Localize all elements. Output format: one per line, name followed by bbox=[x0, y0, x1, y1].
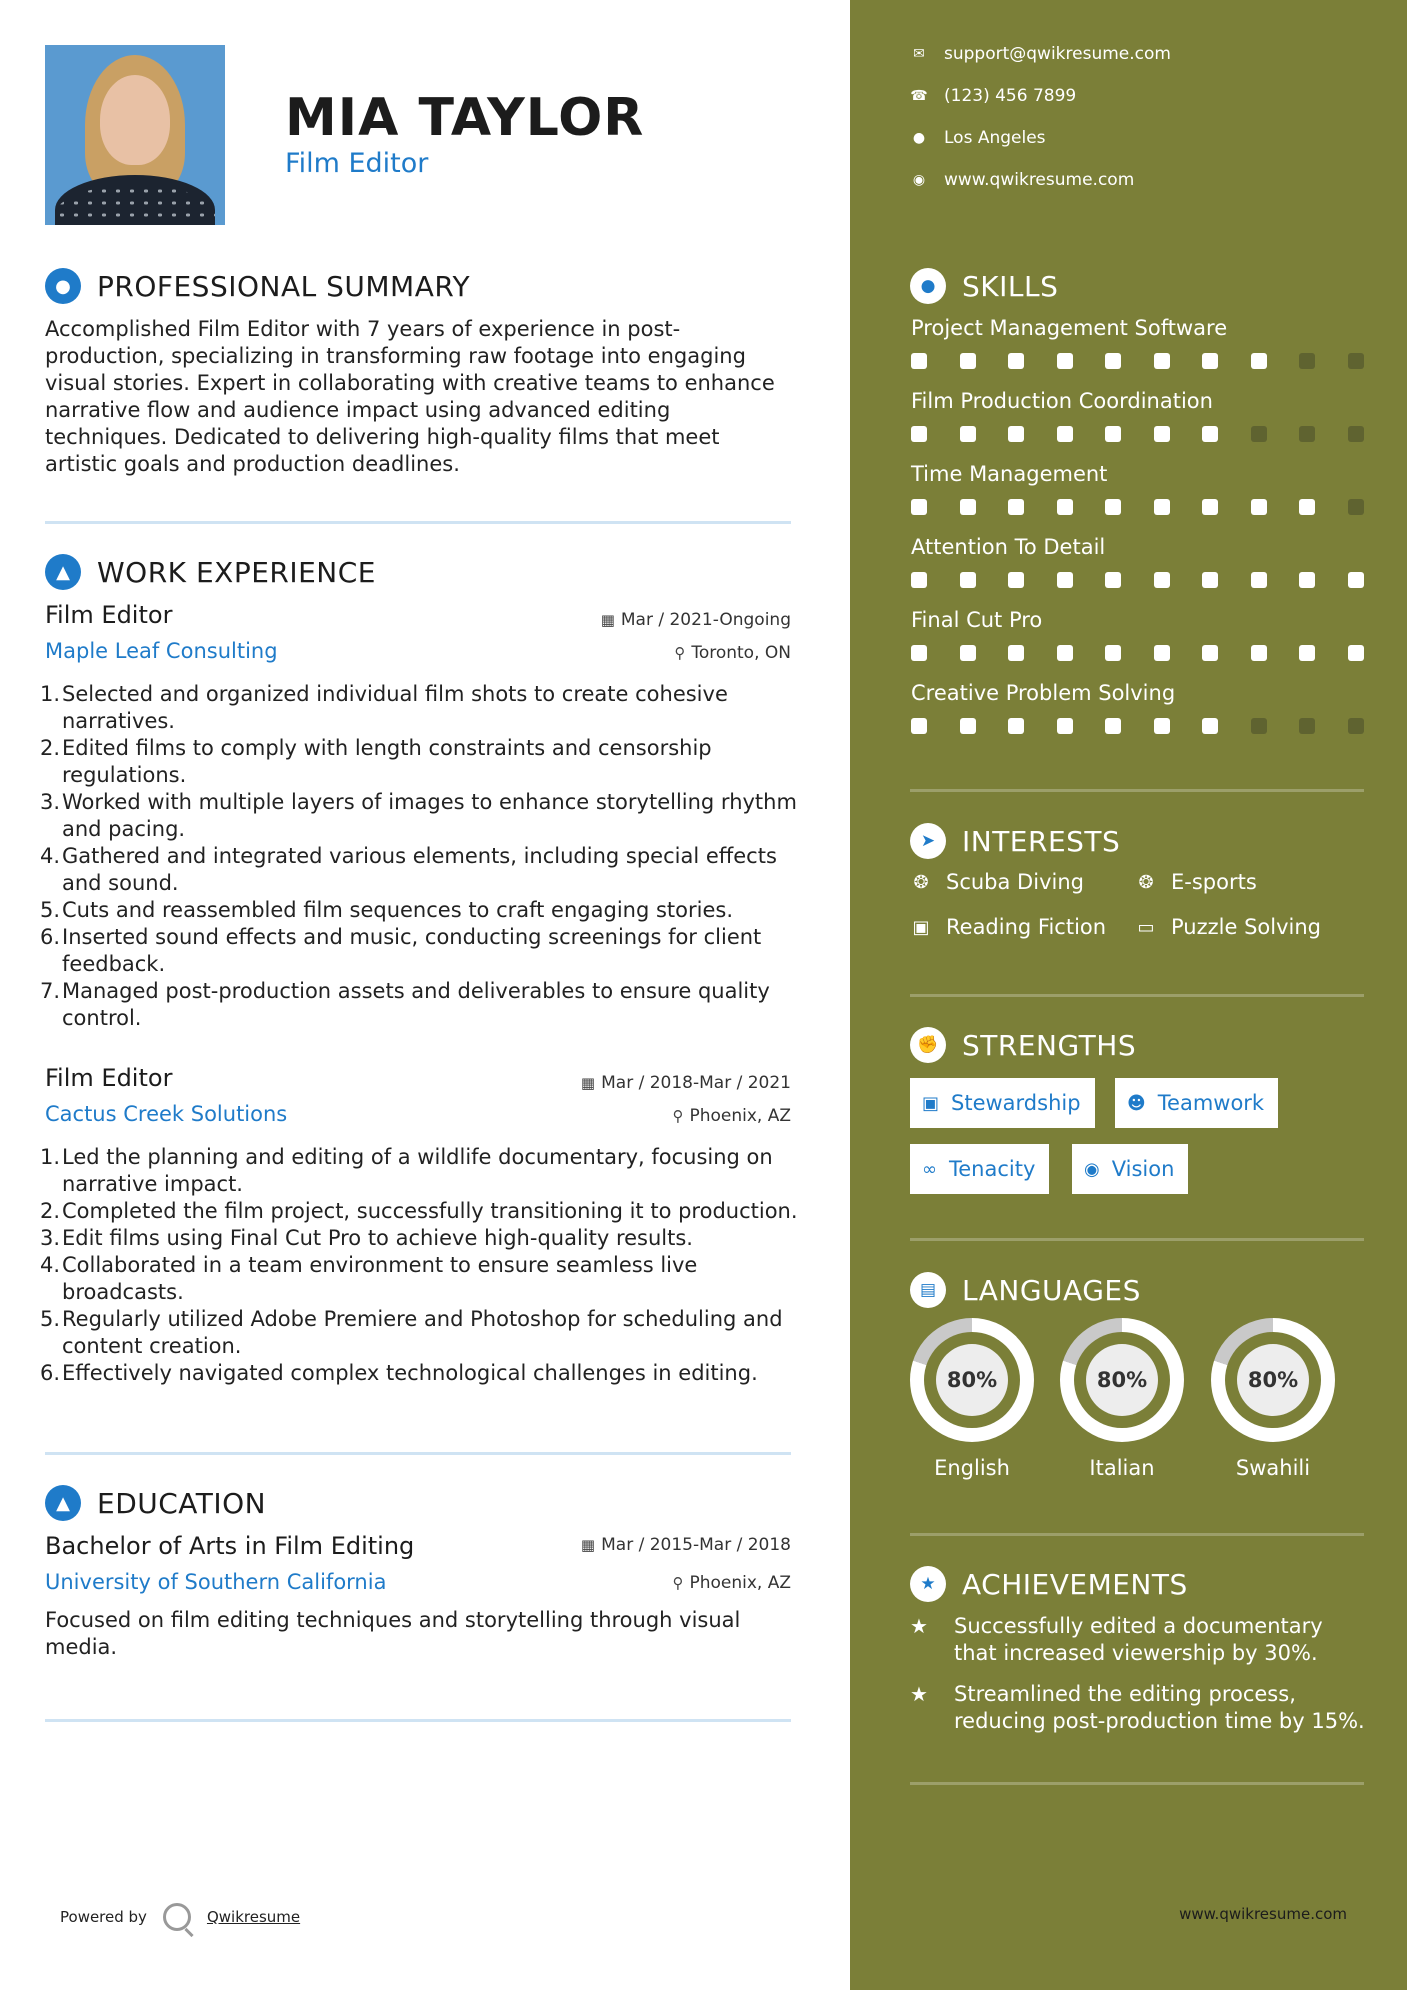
skill-level-dots bbox=[911, 353, 1396, 369]
translate-icon: ▤ bbox=[910, 1272, 946, 1308]
list-item: 4. Gathered and integrated various elements, including special effects and sound. bbox=[40, 844, 777, 895]
skill-dot bbox=[1251, 499, 1267, 515]
skill-level-dots bbox=[911, 426, 1396, 442]
summary-title: PROFESSIONAL SUMMARY bbox=[97, 269, 471, 303]
strength-tag: ◉ Vision bbox=[1072, 1144, 1188, 1194]
skill-dot bbox=[1202, 645, 1218, 661]
achievements-heading: ★ ACHIEVEMENTS bbox=[910, 1566, 1188, 1602]
skill-name: Film Production Coordination bbox=[911, 389, 1213, 413]
envelope-icon: ✉ bbox=[913, 46, 925, 62]
graduation-cap-icon: ▲ bbox=[45, 1485, 81, 1521]
skill-dot bbox=[1154, 645, 1170, 661]
skill-dot bbox=[1348, 718, 1364, 734]
skill-dot bbox=[1251, 645, 1267, 661]
skill-dot bbox=[1154, 426, 1170, 442]
powered-by bbox=[60, 1903, 300, 1931]
skill-dot bbox=[960, 718, 976, 734]
candidate-name: MIA TAYLOR bbox=[285, 88, 645, 148]
divider bbox=[910, 1533, 1364, 1536]
language-gauge bbox=[1211, 1318, 1335, 1442]
skill-name: Creative Problem Solving bbox=[911, 681, 1176, 705]
skill-dot bbox=[911, 645, 927, 661]
skill-dot bbox=[1057, 645, 1073, 661]
education-description: Focused on film editing techniques and storytelling through visual media. bbox=[45, 1608, 741, 1659]
binoculars-icon: ◉ bbox=[1084, 1158, 1100, 1180]
language-name: English bbox=[934, 1456, 1010, 1480]
briefcase-icon: ▣ bbox=[922, 1092, 940, 1114]
skill-dot bbox=[1202, 499, 1218, 515]
divider bbox=[910, 994, 1364, 997]
skill-dot bbox=[1008, 572, 1024, 588]
job-location: ⚲ Phoenix, AZ bbox=[672, 1106, 791, 1126]
list-item: 7. Managed post-production assets and deliverables to ensure quality control. bbox=[40, 979, 770, 1030]
contact-email: ✉ support@qwikresume.com bbox=[910, 44, 1171, 64]
powered-by-label: Powered by bbox=[60, 1908, 147, 1926]
skill-dot bbox=[1105, 572, 1121, 588]
skill-dot bbox=[1348, 572, 1364, 588]
candidate-role: Film Editor bbox=[285, 148, 429, 179]
pin-icon: ⚲ bbox=[672, 1107, 684, 1125]
experience-title: WORK EXPERIENCE bbox=[97, 555, 376, 589]
education-location: ⚲ Phoenix, AZ bbox=[672, 1573, 791, 1593]
skill-name: Final Cut Pro bbox=[911, 608, 1043, 632]
list-item: 3. Edit films using Final Cut Pro to achieve high-quality results. bbox=[40, 1226, 693, 1250]
lifebuoy-icon: ❂ bbox=[1138, 871, 1154, 893]
link-icon: ∞ bbox=[922, 1158, 937, 1180]
skill-dot bbox=[1299, 572, 1315, 588]
job-bullets bbox=[40, 1144, 800, 1387]
list-item: 1. Led the planning and editing of a wildlife documentary, focusing on narrative impact. bbox=[40, 1145, 773, 1196]
education-heading bbox=[45, 1485, 266, 1521]
skill-dot bbox=[1348, 353, 1364, 369]
job-company: Maple Leaf Consulting bbox=[45, 639, 278, 663]
job-title: Film Editor bbox=[45, 601, 173, 629]
skill-level-dots bbox=[911, 572, 1396, 588]
skill-dot bbox=[1057, 499, 1073, 515]
shooting-star-icon: ★ bbox=[910, 1682, 928, 1706]
skill-dot bbox=[1008, 499, 1024, 515]
skill-dot bbox=[1154, 572, 1170, 588]
skill-dot bbox=[1202, 353, 1218, 369]
skill-dot bbox=[1008, 353, 1024, 369]
contact-website: ◉ www.qwikresume.com bbox=[910, 170, 1134, 190]
chair-icon: ▲ bbox=[45, 554, 81, 590]
divider bbox=[45, 1452, 791, 1455]
list-item: 6. Inserted sound effects and music, conducting screenings for client feedback. bbox=[40, 925, 762, 976]
qwikresume-logo-icon bbox=[163, 1903, 191, 1931]
language-name: Italian bbox=[1089, 1456, 1155, 1480]
education-dates: ▦ Mar / 2015-Mar / 2018 bbox=[580, 1535, 791, 1555]
skill-name: Time Management bbox=[911, 462, 1108, 486]
list-item: 5. Cuts and reassembled film sequences to craft engaging stories. bbox=[40, 898, 733, 922]
interest-item: ▣ Reading Fiction bbox=[910, 915, 1106, 939]
interest-item: ❂ Scuba Diving bbox=[910, 870, 1084, 894]
skill-dot bbox=[1202, 718, 1218, 734]
skill-dot bbox=[1008, 718, 1024, 734]
interest-item: ▭ Puzzle Solving bbox=[1135, 915, 1321, 939]
fist-icon: ✊ bbox=[910, 1027, 946, 1063]
language-gauge bbox=[910, 1318, 1034, 1442]
list-item: 2. Edited films to comply with length constraints and censorship regulations. bbox=[40, 736, 712, 787]
experience-heading bbox=[45, 554, 376, 590]
job-location: ⚲ Toronto, ON bbox=[674, 643, 791, 663]
skills-heading: ● SKILLS bbox=[910, 268, 1058, 304]
list-item: 5. Regularly utilized Adobe Premiere and Photoshop for scheduling and content creation. bbox=[40, 1307, 783, 1358]
skill-name: Project Management Software bbox=[911, 316, 1228, 340]
user-icon: ● bbox=[45, 268, 81, 304]
divider bbox=[910, 1238, 1364, 1241]
skill-dot bbox=[1299, 426, 1315, 442]
star-badge-icon: ★ bbox=[910, 1566, 946, 1602]
list-item: 2. Completed the film project, successfully transitioning it to production. bbox=[40, 1199, 798, 1223]
strengths-heading: ✊ STRENGTHS bbox=[910, 1027, 1136, 1063]
divider bbox=[910, 789, 1364, 792]
shooting-star-icon: ★ bbox=[910, 1614, 928, 1638]
job-dates: ▦ Mar / 2021-Ongoing bbox=[600, 610, 791, 630]
language-percent: 80% bbox=[1086, 1344, 1158, 1416]
sidebar bbox=[850, 0, 1407, 1990]
job-title: Film Editor bbox=[45, 1064, 173, 1092]
skill-dot bbox=[1105, 499, 1121, 515]
skill-dot bbox=[1154, 353, 1170, 369]
skill-dot bbox=[1057, 426, 1073, 442]
divider bbox=[45, 521, 791, 524]
calendar-icon: ▦ bbox=[600, 611, 615, 629]
skill-dot bbox=[1202, 572, 1218, 588]
achievement-item: ★ Successfully edited a documentary that increased viewership by 30%. bbox=[910, 1614, 1323, 1665]
skill-dot bbox=[1348, 426, 1364, 442]
skill-dot bbox=[1008, 426, 1024, 442]
skill-dot bbox=[911, 499, 927, 515]
skill-dot bbox=[1105, 426, 1121, 442]
strength-tag: ▣ Stewardship bbox=[910, 1078, 1095, 1128]
users-icon: ☻ bbox=[1127, 1092, 1146, 1114]
list-item: 1. Selected and organized individual film shots to create cohesive narratives. bbox=[40, 682, 728, 733]
language-percent: 80% bbox=[1237, 1344, 1309, 1416]
summary-text: Accomplished Film Editor with 7 years of experience in post-production, specializing in transforming raw footage into engaging visual stories. Expert in collaborating with creative teams to enhance narrative flow and audience impact using advanced editing techniques. Dedicated to delivering high-quality films that meet artistic goals and production deadlines. bbox=[45, 317, 775, 476]
job-bullets bbox=[40, 681, 800, 1032]
skill-dot bbox=[960, 499, 976, 515]
strength-tag: ☻ Teamwork bbox=[1115, 1078, 1278, 1128]
skill-dot bbox=[911, 572, 927, 588]
book-icon: ▭ bbox=[1137, 916, 1155, 938]
skill-dot bbox=[1251, 572, 1267, 588]
calendar-icon: ▦ bbox=[580, 1536, 596, 1554]
skill-dot bbox=[1057, 572, 1073, 588]
language-item bbox=[1211, 1318, 1335, 1480]
skill-dot bbox=[1299, 353, 1315, 369]
strength-tag: ∞ Tenacity bbox=[910, 1144, 1049, 1194]
languages-heading: ▤ LANGUAGES bbox=[910, 1272, 1141, 1308]
skill-level-dots bbox=[911, 718, 1396, 734]
skill-dot bbox=[911, 426, 927, 442]
skill-dot bbox=[1348, 499, 1364, 515]
location-pin-icon: ● bbox=[912, 130, 926, 146]
skill-dot bbox=[1154, 499, 1170, 515]
brand-link[interactable]: Qwikresume bbox=[206, 1908, 301, 1926]
list-item: 4. Collaborated in a team environment to ensure seamless live broadcasts. bbox=[40, 1253, 698, 1304]
skill-dot bbox=[1008, 645, 1024, 661]
language-item bbox=[910, 1318, 1034, 1480]
footer-website[interactable]: www.qwikresume.com bbox=[1179, 1905, 1347, 1923]
profile-photo bbox=[45, 45, 225, 225]
skill-dot bbox=[1299, 718, 1315, 734]
phone-icon: ☎ bbox=[910, 88, 928, 104]
skill-dot bbox=[1251, 426, 1267, 442]
skill-dot bbox=[960, 645, 976, 661]
skill-dot bbox=[1057, 718, 1073, 734]
lightbulb-icon: ● bbox=[910, 268, 946, 304]
skill-dot bbox=[960, 426, 976, 442]
school-name: University of Southern California bbox=[45, 1570, 387, 1594]
skill-dot bbox=[1105, 718, 1121, 734]
skill-dot bbox=[1202, 426, 1218, 442]
skill-dot bbox=[1105, 353, 1121, 369]
contact-location: ● Los Angeles bbox=[910, 128, 1046, 148]
summary-heading bbox=[45, 268, 470, 304]
skill-dot bbox=[1299, 645, 1315, 661]
pin-icon: ⚲ bbox=[674, 644, 686, 662]
skill-dot bbox=[1251, 718, 1267, 734]
pin-icon: ⚲ bbox=[672, 1574, 684, 1592]
language-item bbox=[1060, 1318, 1184, 1480]
divider bbox=[910, 1782, 1364, 1785]
globe-icon: ◉ bbox=[912, 172, 926, 188]
contact-phone: ☎ (123) 456 7899 bbox=[910, 86, 1077, 106]
interests-heading: ➤ INTERESTS bbox=[910, 823, 1120, 859]
divider bbox=[45, 1719, 791, 1722]
job-company: Cactus Creek Solutions bbox=[45, 1102, 288, 1126]
skill-level-dots bbox=[911, 645, 1396, 661]
skill-dot bbox=[911, 353, 927, 369]
paper-plane-icon: ➤ bbox=[910, 823, 946, 859]
skill-dot bbox=[1251, 353, 1267, 369]
list-item: 6. Effectively navigated complex technological challenges in editing. bbox=[40, 1361, 758, 1385]
skill-dot bbox=[1299, 499, 1315, 515]
skill-dot bbox=[1105, 645, 1121, 661]
job-dates: ▦ Mar / 2018-Mar / 2021 bbox=[580, 1073, 791, 1093]
skill-dot bbox=[960, 572, 976, 588]
calendar-icon: ▦ bbox=[580, 1074, 596, 1092]
skill-level-dots bbox=[911, 499, 1396, 515]
language-percent: 80% bbox=[936, 1344, 1008, 1416]
skill-dot bbox=[960, 353, 976, 369]
skill-dot bbox=[911, 718, 927, 734]
list-item: 3. Worked with multiple layers of images to enhance storytelling rhythm and pacing. bbox=[40, 790, 797, 841]
lifebuoy-icon: ❂ bbox=[913, 871, 929, 893]
language-gauge bbox=[1060, 1318, 1184, 1442]
degree-title: Bachelor of Arts in Film Editing bbox=[45, 1532, 415, 1560]
gamepad-icon: ▣ bbox=[912, 916, 930, 938]
skill-dot bbox=[1348, 645, 1364, 661]
education-title: EDUCATION bbox=[97, 1486, 267, 1520]
skill-dot bbox=[1154, 718, 1170, 734]
skill-dot bbox=[1057, 353, 1073, 369]
achievement-item: ★ Streamlined the editing process, reducing post-production time by 15%. bbox=[910, 1682, 1365, 1733]
skill-name: Attention To Detail bbox=[911, 535, 1106, 559]
interest-item: ❂ E-sports bbox=[1135, 870, 1257, 894]
language-name: Swahili bbox=[1235, 1456, 1311, 1480]
